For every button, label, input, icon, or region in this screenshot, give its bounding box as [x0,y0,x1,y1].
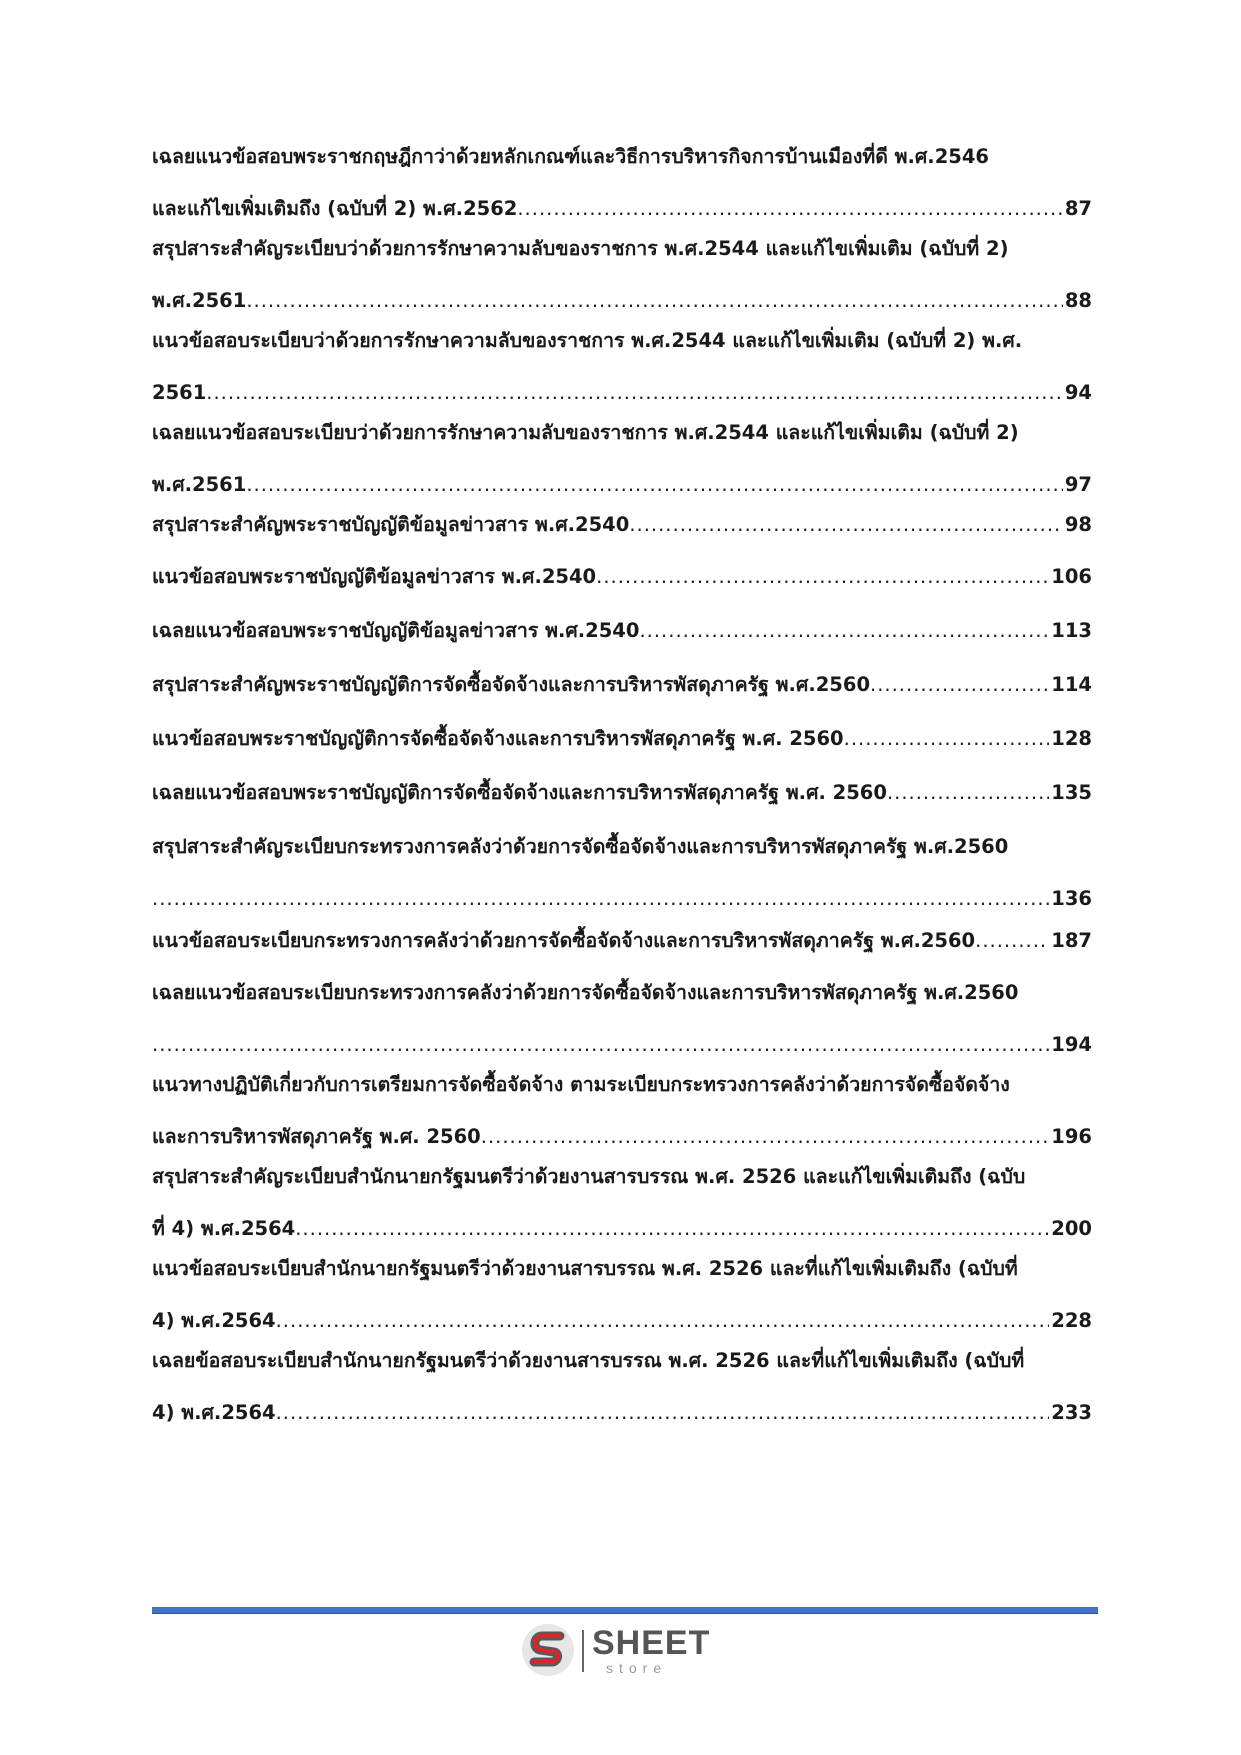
toc-entry-title: 4) พ.ศ.2564 [152,1401,276,1424]
toc-entry-title-line1: เฉลยแนวข้อสอบระเบียบกระทรวงการคลังว่าด้วยการจัดซื้อจัดจ้างและการบริหารพัสดุภาครัฐ พ.ศ.2560 [152,981,1019,1004]
toc-entry-title-line1: สรุปสาระสำคัญระเบียบสำนักนายกรัฐมนตรีว่าด้วยงานสารบรรณ พ.ศ. 2526 และแก้ไขเพิ่มเติมถึง (ฉบับ [152,1165,1026,1188]
toc-entry-title-line1: แนวทางปฏิบัติเกี่ยวกับการเตรียมการจัดซื้อจัดจ้าง ตามระเบียบกระทรวงการคลังว่าด้วยการจัดซื้อจัดจ้าง [152,1073,1010,1096]
dot-leader [206,378,1063,408]
dot-leader [870,670,1049,700]
toc-entry[interactable] [152,926,1092,956]
dot-leader [246,470,1063,500]
toc-page-number: 136 [1051,887,1092,910]
toc-entry-title-line1: เฉลยแนวข้อสอบพระราชกฤษฎีกาว่าด้วยหลักเกณฑ์และวิธีการบริหารกิจการบ้านเมืองที่ดี พ.ศ.2546 [152,145,989,168]
toc-entry-title: แนวข้อสอบระเบียบกระทรวงการคลังว่าด้วยการจัดซื้อจัดจ้างและการบริหารพัสดุภาครัฐ พ.ศ.2560 [152,929,976,952]
logo-divider [582,1630,584,1672]
dot-leader [629,510,1063,540]
dot-leader [887,778,1049,808]
toc-entry-title: สรุปสาระสำคัญพระราชบัญญัติการจัดซื้อจัดจ้างและการบริหารพัสดุภาครัฐ พ.ศ.2560 [152,673,871,696]
toc-entry[interactable] [152,418,1092,500]
dot-leader [975,926,1049,956]
toc-entry-title: พ.ศ.2561 [152,289,247,312]
toc-entry[interactable] [152,1254,1092,1336]
toc-page-number: 94 [1064,381,1092,404]
footer-rule [152,1607,1098,1614]
toc-page-number: 233 [1051,1401,1092,1424]
toc-page-number: 200 [1051,1217,1092,1240]
toc-entry-title: แนวข้อสอบพระราชบัญญัติข้อมูลข่าวสาร พ.ศ.2540 [152,565,597,588]
dot-leader [596,562,1049,592]
toc-entry[interactable] [152,1346,1092,1428]
toc-entry[interactable] [152,1070,1092,1152]
toc-entry-title: และการบริหารพัสดุภาครัฐ พ.ศ. 2560 [152,1125,481,1148]
toc-entry-title: และแก้ไขเพิ่มเติมถึง (ฉบับที่ 2) พ.ศ.2562 [152,197,518,220]
dot-leader [481,1122,1050,1152]
logo-title: SHEET [592,1624,711,1662]
toc-page-number: 87 [1064,197,1092,220]
toc-entry[interactable] [152,234,1092,316]
toc-entry-title-line1: แนวข้อสอบระเบียบสำนักนายกรัฐมนตรีว่าด้วยงานสารบรรณ พ.ศ. 2526 และที่แก้ไขเพิ่มเติมถึง (ฉบับที่ [152,1257,1018,1280]
toc-page-number: 187 [1051,929,1092,952]
toc-page-number: 88 [1064,289,1092,312]
toc-entry-title-line1: แนวข้อสอบระเบียบว่าด้วยการรักษาความลับของราชการ พ.ศ.2544 และแก้ไขเพิ่มเติม (ฉบับที่ 2) พ.ศ. [152,329,1023,352]
dot-leader [517,194,1063,224]
dot-leader [246,286,1063,316]
dot-leader [639,616,1049,646]
toc-entry[interactable] [152,778,1092,808]
toc-entry[interactable] [152,670,1092,700]
toc-page-number: 98 [1064,513,1092,536]
toc-page-number: 194 [1051,1033,1092,1056]
toc-entry[interactable] [152,616,1092,646]
toc-entry-title: 2561 [152,381,207,404]
toc-entry-title-line1: สรุปสาระสำคัญระเบียบกระทรวงการคลังว่าด้วยการจัดซื้อจัดจ้างและการบริหารพัสดุภาครัฐ พ.ศ.2560 [152,835,1009,858]
logo-s-icon [520,1622,576,1678]
toc-entry-title: เฉลยแนวข้อสอบพระราชบัญญัติข้อมูลข่าวสาร พ.ศ.2540 [152,619,640,642]
toc-page-number: 196 [1051,1125,1092,1148]
toc-entry[interactable] [152,978,1092,1060]
toc-page-number: 97 [1064,473,1092,496]
dot-leader [276,1398,1050,1428]
toc-page-number: 128 [1051,727,1092,750]
toc-entry[interactable] [152,326,1092,408]
toc-page-number: 113 [1051,619,1092,642]
toc-entry[interactable] [152,562,1092,592]
dot-leader [152,884,1049,914]
dot-leader [276,1306,1050,1336]
toc-entry-title: สรุปสาระสำคัญพระราชบัญญัติข้อมูลข่าวสาร พ.ศ.2540 [152,513,630,536]
toc-entry-title: แนวข้อสอบพระราชบัญญัติการจัดซื้อจัดจ้างและการบริหารพัสดุภาครัฐ พ.ศ. 2560 [152,727,844,750]
toc-entry-title-line1: สรุปสาระสำคัญระเบียบว่าด้วยการรักษาความลับของราชการ พ.ศ.2544 และแก้ไขเพิ่มเติม (ฉบับที่ 2) [152,237,1009,260]
logo-subtitle: store [606,1660,668,1676]
toc-entry-title: ที่ 4) พ.ศ.2564 [152,1217,296,1240]
toc-entry[interactable] [152,1162,1092,1244]
toc-page-number: 114 [1051,673,1092,696]
toc-entry[interactable] [152,142,1092,224]
dot-leader [152,1030,1049,1060]
toc-entry-title-line1: เฉลยแนวข้อสอบระเบียบว่าด้วยการรักษาความลับของราชการ พ.ศ.2544 และแก้ไขเพิ่มเติม (ฉบับที่ 2) [152,421,1019,444]
toc-entry-title: 4) พ.ศ.2564 [152,1309,276,1332]
dot-leader [844,724,1050,754]
toc-entry-title: พ.ศ.2561 [152,473,247,496]
toc-entry[interactable] [152,510,1092,540]
toc-entry[interactable] [152,832,1092,914]
dot-leader [295,1214,1049,1244]
toc-entry[interactable] [152,724,1092,754]
toc-page-number: 228 [1051,1309,1092,1332]
sheet-store-logo [520,1622,730,1678]
toc-page-number: 106 [1051,565,1092,588]
toc-entry-title: เฉลยแนวข้อสอบพระราชบัญญัติการจัดซื้อจัดจ้างและการบริหารพัสดุภาครัฐ พ.ศ. 2560 [152,781,887,804]
toc-entry-title-line1: เฉลยข้อสอบระเบียบสำนักนายกรัฐมนตรีว่าด้วยงานสารบรรณ พ.ศ. 2526 และที่แก้ไขเพิ่มเติมถึง (ฉบับที่ [152,1349,1025,1372]
toc-page-number: 135 [1051,781,1092,804]
